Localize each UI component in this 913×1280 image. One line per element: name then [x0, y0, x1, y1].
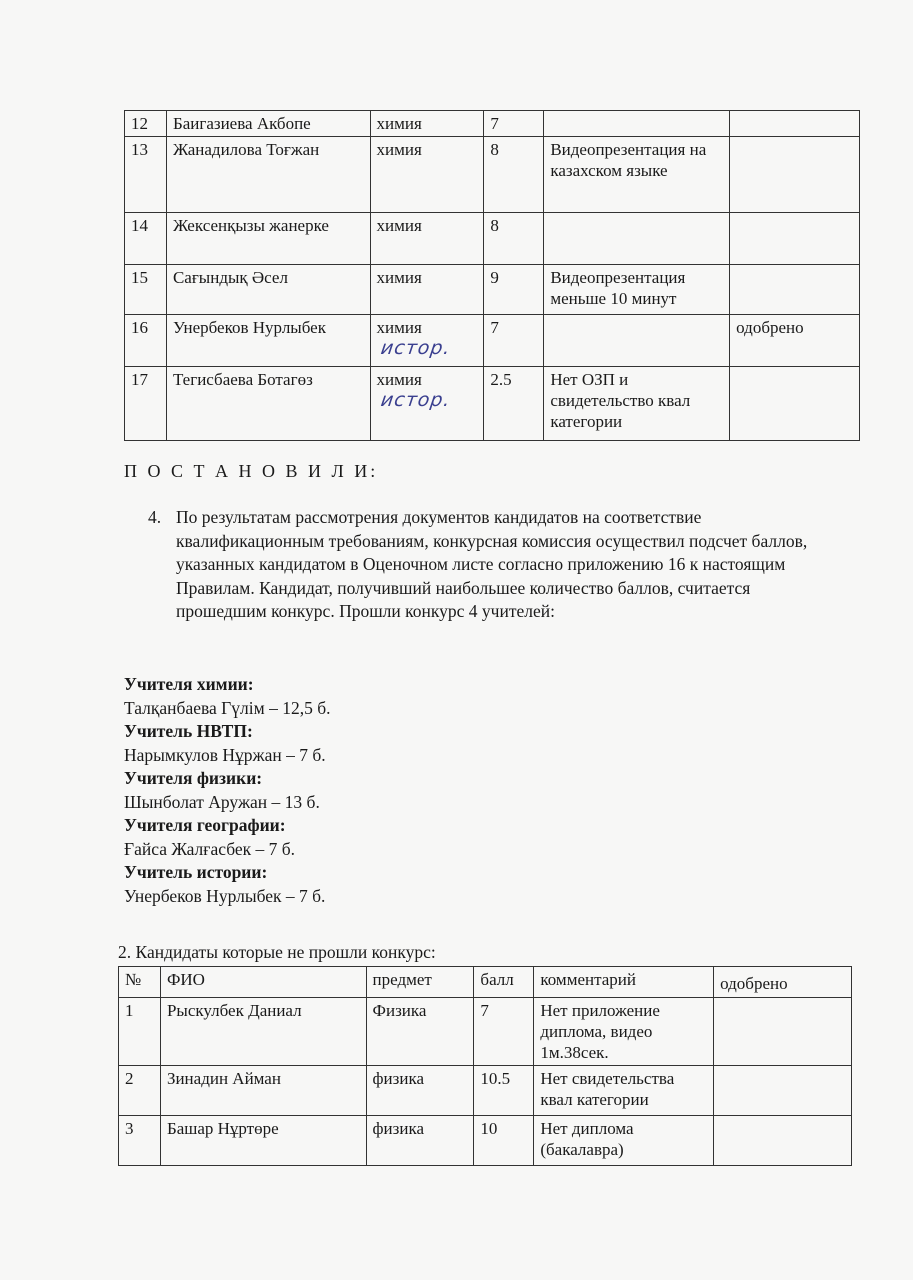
cell-score: 10: [474, 1116, 534, 1166]
cell-subject: Физика: [366, 998, 474, 1066]
cell-num: 3: [119, 1116, 161, 1166]
cell-num: 1: [119, 998, 161, 1066]
cell-num: 17: [125, 367, 167, 441]
cell-name: Башар Нұртөре: [160, 1116, 366, 1166]
cell-subject: химия: [370, 213, 484, 265]
cell-subject: [370, 367, 484, 441]
cell-name: Тегисбаева Ботагөз: [166, 367, 370, 441]
handwritten-correction: истор.: [379, 337, 452, 359]
header-num: №: [119, 967, 161, 998]
cell-subject: физика: [366, 1116, 474, 1166]
cell-subject: химия: [370, 137, 484, 213]
cell-name: Жанадилова Тоғжан: [166, 137, 370, 213]
table-row: [119, 1116, 852, 1166]
decision-heading: П О С Т А Н О В И Л И:: [124, 461, 379, 481]
winner-category: Учителя географии:: [124, 815, 286, 835]
cell-score: 8: [484, 137, 544, 213]
table-row: [125, 265, 860, 315]
subject-text: химия: [376, 370, 422, 389]
cell-approved: [714, 1066, 852, 1116]
decision-item-text: По результатам рассмотрения документов кандидатов на соответствие квалификационным требованиям, конкурсная комиссия осуществил подсчет баллов, указанных кандидатом в Оценочном листе согласно приложению 16 к настоящим Правилам. Кандидат, получивший наибольшее количество баллов, считается прошедшим конкурс. Прошли конкурс 4 учителей:: [176, 507, 808, 621]
cell-comment: Нет приложение диплома, видео 1м.38сек.: [534, 998, 714, 1066]
cell-score: 7: [484, 315, 544, 367]
winner-category: Учителя физики:: [124, 768, 263, 788]
failed-section-title: 2. Кандидаты которые не прошли конкурс:: [118, 942, 436, 962]
cell-name: Сағындық Әсел: [166, 265, 370, 315]
cell-approved: [714, 998, 852, 1066]
winner-person: Ғайса Жалғасбек – 7 б.: [124, 838, 296, 859]
header-subject: предмет: [366, 967, 474, 998]
winner-category: Учитель НВТП:: [124, 721, 253, 741]
cell-score: 10.5: [474, 1066, 534, 1116]
cell-comment: [544, 111, 730, 137]
cell-approved: [730, 137, 860, 213]
cell-comment: Видеопрезентация на казахском языке: [544, 137, 730, 213]
cell-score: 7: [484, 111, 544, 137]
cell-name: Жексенқызы жанерке: [166, 213, 370, 265]
cell-approved: [730, 367, 860, 441]
cell-score: 9: [484, 265, 544, 315]
cell-comment: [544, 315, 730, 367]
header-name: ФИО: [160, 967, 366, 998]
decision-item-number: 4.: [148, 507, 162, 527]
cell-score: 7: [474, 998, 534, 1066]
cell-approved: одобрено: [730, 315, 860, 367]
decision-item: [148, 506, 838, 624]
cell-subject: [370, 315, 484, 367]
winner-person: Шынболат Аружан – 13 б.: [124, 791, 320, 812]
table-row: [119, 998, 852, 1066]
cell-num: 16: [125, 315, 167, 367]
winner-category: Учитель истории:: [124, 862, 268, 882]
cell-approved: [730, 111, 860, 137]
cell-num: 15: [125, 265, 167, 315]
cell-comment: [544, 213, 730, 265]
cell-name: Рыскулбек Даниал: [160, 998, 366, 1066]
winner-person: Унербеков Нурлыбек – 7 б.: [124, 885, 326, 906]
cell-score: 8: [484, 213, 544, 265]
cell-approved: [730, 265, 860, 315]
table-row: [125, 315, 860, 367]
table-row: [125, 213, 860, 265]
table-row: [125, 137, 860, 213]
header-comment: комментарий: [534, 967, 714, 998]
handwritten-correction: истор.: [379, 389, 452, 411]
cell-name: Унербеков Нурлыбек: [166, 315, 370, 367]
table-header-row: [119, 967, 852, 998]
header-approved: одобрено: [714, 967, 852, 998]
header-score: балл: [474, 967, 534, 998]
cell-comment: Нет свидетельства квал категории: [534, 1066, 714, 1116]
cell-comment: Видеопрезентация меньше 10 минут: [544, 265, 730, 315]
cell-num: 14: [125, 213, 167, 265]
cell-num: 13: [125, 137, 167, 213]
cell-subject: химия: [370, 111, 484, 137]
cell-subject: физика: [366, 1066, 474, 1116]
cell-num: 12: [125, 111, 167, 137]
cell-approved: [730, 213, 860, 265]
failed-candidates-table: [118, 966, 852, 1166]
table-row: [119, 1066, 852, 1116]
winner-person: Нарымкулов Нұржан – 7 б.: [124, 744, 326, 765]
cell-num: 2: [119, 1066, 161, 1116]
winner-category: Учителя химии:: [124, 674, 254, 694]
winner-person: Талқанбаева Гүлім – 12,5 б.: [124, 697, 331, 718]
cell-comment: Нет ОЗП и свидетельство квал категории: [544, 367, 730, 441]
cell-score: 2.5: [484, 367, 544, 441]
cell-name: Баигазиева Акбопе: [166, 111, 370, 137]
winners-list: [124, 673, 330, 908]
table-row: [125, 111, 860, 137]
cell-approved: [714, 1116, 852, 1166]
cell-comment: Нет диплома (бакалавра): [534, 1116, 714, 1166]
subject-text: химия: [376, 318, 422, 337]
candidates-table-continued: [124, 110, 860, 441]
cell-name: Зинадин Айман: [160, 1066, 366, 1116]
table-row: [125, 367, 860, 441]
cell-subject: химия: [370, 265, 484, 315]
